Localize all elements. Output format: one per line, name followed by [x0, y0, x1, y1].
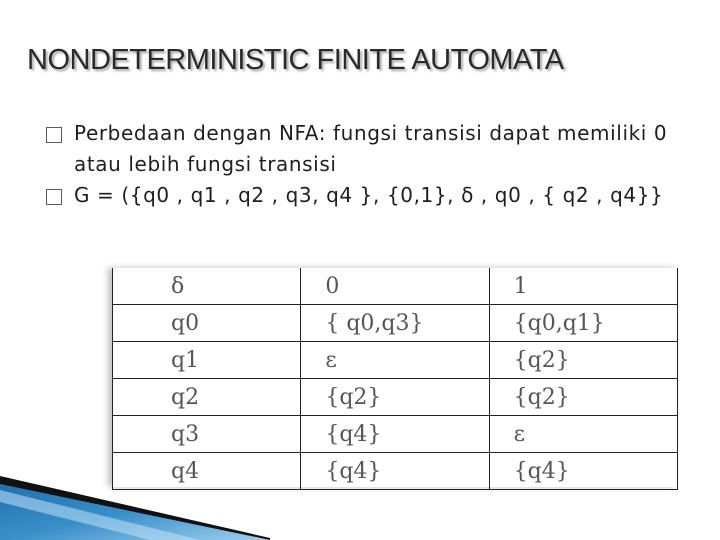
state-cell: q0	[113, 305, 301, 342]
transition-cell: ε	[301, 342, 489, 379]
bullet-box-icon	[46, 127, 62, 143]
header-cell: 1	[489, 268, 677, 305]
transition-cell: {q4}	[301, 416, 489, 453]
state-cell: q4	[113, 453, 301, 490]
bullet-text: G = ({q0 , q1 , q2 , q3, q4 }, {0,1}, δ , q0 , { q2 , q4}}	[74, 183, 664, 207]
table-row	[113, 416, 678, 453]
corner-decoration	[0, 450, 270, 540]
bullet-list	[46, 118, 696, 211]
slide-title: NONDETERMINISTIC FINITE AUTOMATA	[27, 44, 564, 76]
transition-cell: {q2}	[489, 342, 677, 379]
transition-cell: ε	[489, 416, 677, 453]
header-cell: δ	[113, 268, 301, 305]
transition-cell: {q2}	[301, 379, 489, 416]
state-cell: q3	[113, 416, 301, 453]
bullet-text: Perbedaan dengan NFA: fungsi transisi dapat memiliki 0 atau lebih fungsi transisi	[74, 121, 668, 176]
table-row	[113, 305, 678, 342]
bullet-item	[46, 180, 696, 211]
header-cell: 0	[301, 268, 489, 305]
table-row	[113, 342, 678, 379]
table-header-row	[113, 268, 678, 305]
transition-cell: {q0,q1}	[489, 305, 677, 342]
transition-cell: { q0,q3}	[301, 305, 489, 342]
state-cell: q1	[113, 342, 301, 379]
bullet-box-icon	[46, 189, 62, 205]
bullet-item	[46, 118, 696, 180]
transition-cell: {q4}	[301, 453, 489, 490]
transition-cell: {q4}	[489, 453, 677, 490]
transition-cell: {q2}	[489, 379, 677, 416]
state-cell: q2	[113, 379, 301, 416]
table-row	[113, 379, 678, 416]
